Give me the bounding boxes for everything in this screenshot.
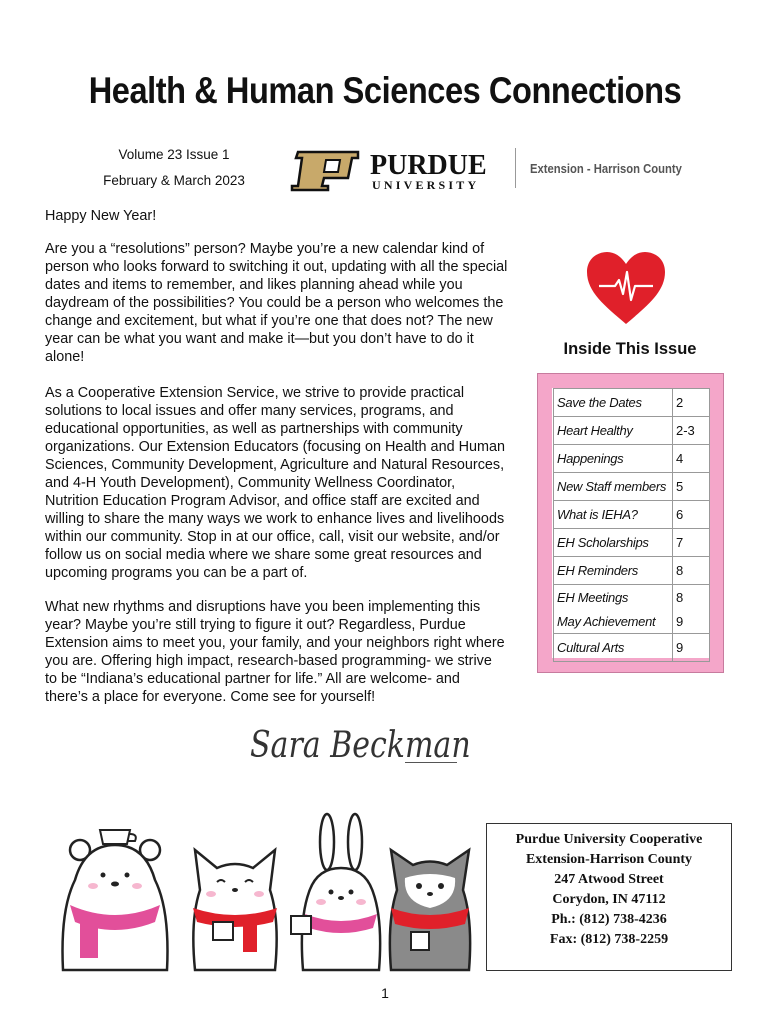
logo-subword: UNIVERSITY	[372, 178, 480, 192]
paragraph-line: educational opportunities, as well as partnerships with community	[45, 421, 463, 437]
toc-row[interactable]	[554, 634, 710, 662]
issue-date: February & March 2023	[103, 173, 245, 188]
paragraph-line: Extension aims to meet you, your family, and your neighbors right where	[45, 635, 505, 651]
toc-topic: May Achievement	[554, 610, 673, 634]
toc-row[interactable]	[554, 529, 710, 557]
paragraph-line: you are. Offering high impact, research-based programming- we strive	[45, 653, 492, 669]
paragraph-line: organizations. Our Extension Educators (focusing on Health and Human	[45, 439, 505, 455]
rabbit-icon	[291, 814, 380, 970]
toc-page: 2	[673, 389, 710, 417]
signature-flourish	[405, 762, 457, 764]
cat-icon	[193, 850, 277, 970]
paragraph-line: year? Maybe you’re still trying to figure it out? Regardless, Purdue	[45, 617, 466, 633]
address-line: Corydon, IN 47112	[552, 892, 666, 907]
paragraph-line: Nutrition Education Program Advisor, and office staff are excited and	[45, 493, 480, 509]
header-divider	[515, 148, 516, 188]
extension-label: Extension - Harrison County	[530, 162, 682, 176]
paragraph-2	[45, 384, 535, 582]
paragraph-line: person who looks forward to switching it out, updating with all the special	[45, 259, 508, 275]
toc-topic: EH Meetings	[554, 585, 673, 611]
toc-topic: Cultural Arts	[554, 634, 673, 662]
paragraph-line: Are you a “resolutions” person? Maybe you’re a new calendar kind of	[45, 241, 485, 257]
paragraph-line: follow us on social media where we share some great resources and	[45, 547, 482, 563]
toc-table	[553, 388, 710, 662]
toc-topic: What is IEHA?	[554, 501, 673, 529]
paragraph-line: dates and items to remember, and likes planning ahead while you	[45, 277, 463, 293]
toc-page: 8	[673, 585, 710, 611]
paragraph-line: Sciences, Community Development, Agriculture and Natural Resources,	[45, 457, 505, 473]
paragraph-line: daydream of the possibilities? You could be a person who welcomes the	[45, 295, 504, 311]
address-line: Purdue University Cooperative	[515, 832, 703, 847]
toc-page: 7	[673, 529, 710, 557]
paragraph-3	[45, 598, 535, 706]
paragraph-line: year can be what you want and make it—but you don’t have to do it	[45, 331, 474, 347]
signature: Sara Beckman	[250, 724, 471, 767]
paragraph-line: to be “Indiana’s educational partner for life.” All are welcome- and	[45, 671, 460, 687]
bear-icon	[63, 830, 168, 970]
address-line: 247 Atwood Street	[554, 872, 664, 887]
raccoon-icon	[390, 850, 470, 970]
logo-wordmark: PURDUE	[370, 150, 487, 181]
toc-topic: EH Reminders	[554, 557, 673, 585]
paragraph-line: upcoming programs you can be a part of.	[45, 565, 308, 581]
heart-icon	[585, 250, 667, 326]
paragraph-line: change and excitement, but what if you’re one that does not? The new	[45, 313, 493, 329]
toc-page: 6	[673, 501, 710, 529]
toc-page: 9	[673, 610, 710, 634]
toc-row[interactable]	[554, 557, 710, 585]
address-line: Fax: (812) 738-2259	[549, 932, 669, 947]
toc-row[interactable]	[554, 417, 710, 445]
toc-row[interactable]	[554, 585, 710, 611]
toc-row[interactable]	[554, 389, 710, 417]
paragraph-line: and 4-H Youth Development), Community Wellness Coordinator,	[45, 475, 456, 491]
paragraph-line: As a Cooperative Extension Service, we strive to provide practical	[45, 385, 465, 401]
toc-topic: New Staff members	[554, 473, 673, 501]
paragraph-line: within our community. Stop in at our office, call, visit our website, and/or	[45, 529, 500, 545]
animals-illustration	[55, 810, 475, 975]
toc-row[interactable]	[554, 445, 710, 473]
toc-row[interactable]	[554, 501, 710, 529]
paragraph-line: alone!	[45, 349, 85, 365]
address-line: Ph.: (812) 738-4236	[551, 912, 667, 927]
toc-topic: EH Scholarships	[554, 529, 673, 557]
toc-page: 5	[673, 473, 710, 501]
paragraph-line: solutions to local issues and offer many services, programs, and	[45, 403, 454, 419]
paragraph-line: What new rhythms and disruptions have you been implementing this	[45, 599, 481, 615]
toc-row[interactable]	[554, 473, 710, 501]
inside-issue-heading: Inside This Issue	[563, 340, 697, 358]
paragraph-line: there’s a place for everyone. Come see for yourself!	[45, 689, 376, 705]
newsletter-title: Health & Human Sciences Connections	[88, 70, 682, 111]
toc-page: 4	[673, 445, 710, 473]
toc-row[interactable]	[554, 610, 710, 634]
toc-topic: Heart Healthy	[554, 417, 673, 445]
toc-page: 2-3	[673, 417, 710, 445]
toc-topic: Save the Dates	[554, 389, 673, 417]
toc-topic: Happenings	[554, 445, 673, 473]
toc-page: 9	[673, 634, 710, 662]
paragraph-1	[45, 240, 535, 366]
page-number: 1	[381, 985, 389, 1001]
purdue-logo	[288, 148, 513, 192]
address-box	[486, 823, 732, 971]
address-line: Extension-Harrison County	[525, 852, 693, 867]
toc-page: 8	[673, 557, 710, 585]
volume-issue: Volume 23 Issue 1	[118, 147, 230, 162]
paragraph-line: willing to share the many ways we work to enhance lives and livelihoods	[45, 511, 505, 527]
greeting: Happy New Year!	[45, 208, 157, 224]
